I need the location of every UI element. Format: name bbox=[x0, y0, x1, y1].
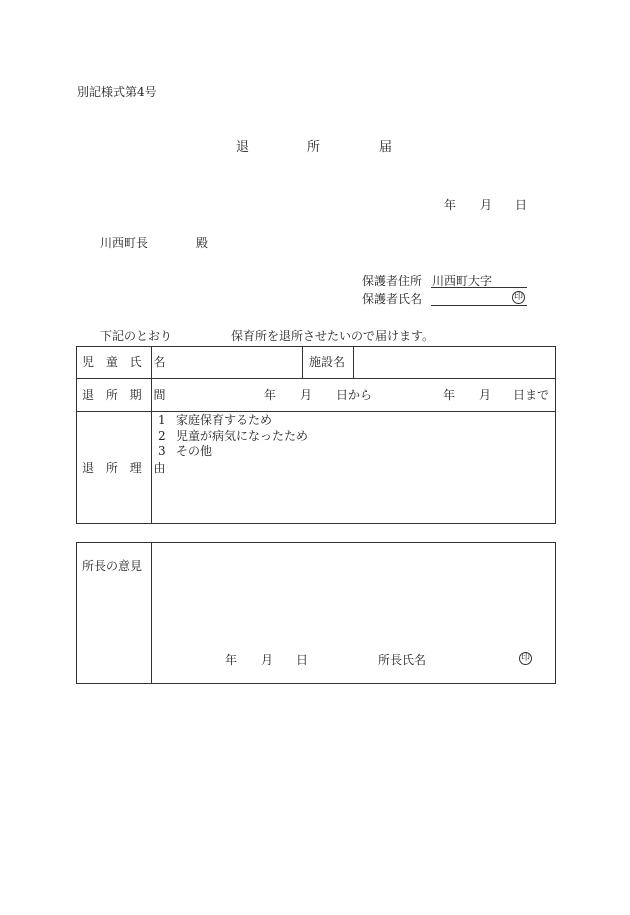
guardian-address-value[interactable]: 川西町大字 bbox=[432, 274, 493, 288]
opinion-month: 月 bbox=[261, 653, 274, 667]
date-year: 年 bbox=[444, 198, 457, 212]
reason-item-2-num[interactable]: 2 bbox=[158, 429, 166, 443]
reason-item-1-text[interactable]: 家庭保育するため bbox=[176, 413, 273, 427]
form-number: 別記様式第4号 bbox=[77, 85, 157, 99]
intro-suffix: 保育所を退所させたいので届けます。 bbox=[231, 329, 435, 343]
date-day: 日 bbox=[515, 198, 528, 212]
period-from-day: 日から bbox=[336, 388, 373, 402]
period-from-month: 月 bbox=[300, 388, 313, 402]
reason-item-2-text[interactable]: 児童が病気になったため bbox=[176, 429, 309, 443]
director-seal-icon: 印 bbox=[520, 653, 530, 663]
guardian-address-label: 保護者住所 bbox=[362, 274, 423, 288]
table-row-divider-2 bbox=[76, 411, 556, 412]
reason-label: 退 所 理 由 bbox=[82, 461, 170, 475]
guardian-seal-icon: 印 bbox=[513, 292, 523, 302]
addressee-name: 川西町長 bbox=[100, 236, 149, 250]
period-from-year: 年 bbox=[264, 388, 277, 402]
opinion-label: 所長の意見 bbox=[82, 559, 143, 573]
facility-divider-left bbox=[302, 346, 303, 378]
facility-divider-right bbox=[353, 346, 354, 378]
guardian-address-underline bbox=[431, 287, 527, 288]
addressee-honorific: 殿 bbox=[196, 236, 209, 250]
guardian-name-underline bbox=[431, 305, 527, 306]
reason-item-3-text[interactable]: その他 bbox=[176, 444, 213, 458]
opinion-field[interactable] bbox=[153, 544, 554, 644]
period-to-month: 月 bbox=[479, 388, 492, 402]
document-title-char-1: 退 bbox=[236, 140, 250, 155]
child-name-field[interactable] bbox=[153, 348, 301, 377]
document-title-char-3: 届 bbox=[379, 140, 393, 155]
table-label-divider bbox=[151, 346, 152, 524]
guardian-name-label: 保護者氏名 bbox=[362, 292, 423, 306]
period-to-day: 日まで bbox=[513, 388, 550, 402]
reason-item-1-num[interactable]: 1 bbox=[158, 413, 166, 427]
intro-prefix: 下記のとおり bbox=[100, 329, 173, 343]
date-month: 月 bbox=[480, 198, 493, 212]
document-title-char-2: 所 bbox=[307, 140, 321, 155]
facility-label: 施設名 bbox=[309, 355, 346, 369]
director-name-label: 所長氏名 bbox=[378, 653, 427, 667]
child-name-label: 児 童 氏 名 bbox=[82, 355, 170, 369]
facility-field[interactable] bbox=[355, 348, 554, 377]
reason-item-3-num[interactable]: 3 bbox=[158, 444, 166, 458]
opinion-year: 年 bbox=[225, 653, 238, 667]
table-row-divider-1 bbox=[76, 378, 556, 379]
opinion-label-divider bbox=[151, 542, 152, 684]
opinion-day: 日 bbox=[296, 653, 309, 667]
period-to-year: 年 bbox=[443, 388, 456, 402]
period-label: 退 所 期 間 bbox=[82, 388, 170, 402]
